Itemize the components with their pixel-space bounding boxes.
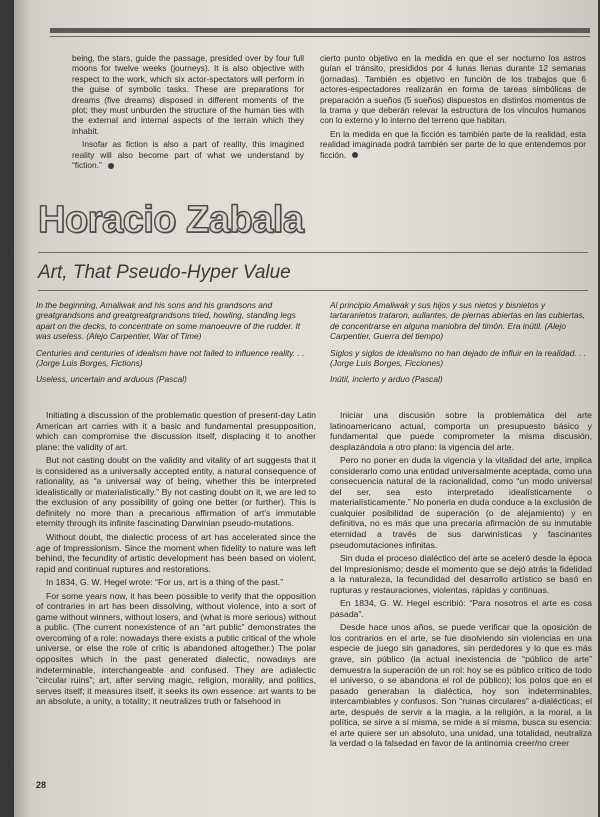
body-paragraph: Without doubt, the dialectic process of art has accelerated since the age of Impressionism. Since the moment when fidelity to nature was left behind, the fecundity of artistic development has been based on violent, rapid and continual ruptures and restorations. (36, 532, 316, 574)
top-left-column (72, 53, 304, 173)
subtitle-divider (38, 290, 588, 291)
epigraph-quote: Useless, uncertain and arduous (Pascal) (36, 374, 187, 385)
title-divider (38, 252, 588, 253)
top-right-paragraph: cierto punto objetivo en la medida en que el ser nocturno los astros guían el tránsito, presididos por 4 lunas llenas durante 12 semanas (jornadas). También es objetivo en función de los trabajos que 6 actores-espectadores realizarán en forma de tareas simbólicas de preparación a sueños (5 sueños) dispuestos en distintos momentos de la trama y que deberán relevar la estructura de los vínculos humanos con lo externo y lo interno del terreno que habitan. (320, 53, 586, 126)
body-paragraph: Pero no poner en duda la vigencia y la vitalidad del arte, implica considerarlo como una entidad universalmente aceptada, como una consecuencia natural de la racionalidad, como “un modo universal del ser, sea esto interpretado idealísticamente o materialísticamente.” No ponerla en duda conduce a la exclusión de cualquier posibilidad de superación (o de alejamiento) y en definitiva, no es más que una precaria afirmación de su inmutable eternidad a través de sus darwinísticas y fascinantes pseudomutaciones infinitas. (330, 455, 592, 550)
body-paragraph: Desde hace unos años, se puede verificar que la oposición de los contrarios en el arte, se fue disolviendo sin violencias en una especie de juego sin ganadores, sin perdedores y lo que es más grave, sin público (la actual inexistencia de “público de arte” demuestra la superación de un rol: hoy se es público crítico de todo el universo, o se abandona el rol de público); los polos que en el pasado generaban la dialéctica, hoy son indeterminables, intercambiables y confusos. Son “ruinas circulares” a-dialécticas; el arte, después de servir a la magia, a la religión, a la moral, a la política, se sirve a sí misma, se mide a sí misma, busca su esencia: el arte quiere ser un absoluto, una unidad, una totalidad, neutraliza la verdad o la falsedad en favor de la antinomia creer/no creer (330, 622, 592, 749)
end-mark-icon (108, 163, 114, 169)
epigraph-quote: Siglos y siglos de idealismo no han dejado de influir en la realidad. . .(Jorge Luis Borges, Ficciones) (330, 347, 587, 369)
top-left-paragraph: being, the stars, guide the passage, presided over by four full moons for twelve weeks (journeys). It is also objective with respect to the work, which six actor-spectators will perform in the guise of symbolic tasks. These are preparations for dreams (five dreams) disposed in different moments of the plot; they must unburden the structure of the human ties with the external and internal aspects of the terrain which they inhabit. (72, 53, 304, 136)
body-paragraph: For some years now, it has been possible to verify that the opposition of contraries in art has been dissolving, without violence, into a sort of game without winners, without losers, and (what is more serious) without a public. (The current nonexistence of an “art public” demonstrates the overcoming of a role: nowadays there exists a public critical of the whole universe, or else the role of critic is abandoned altogether.) The polar opposites which in the past generated dialectic, nowadays are indeterminable, interchangeable and confused. They are adialectic “circular ruins”; art, after serving magic, religion, morality, and politics, serves itself; it measures itself, it seeks its own essence: art wants to be an absolute, a unity, a totality; it neutralizes truth or falsehood in (36, 590, 316, 707)
page-fold-shadow (14, 0, 32, 817)
body-left-column (36, 410, 316, 710)
epigraph-right (330, 300, 588, 391)
top-left-paragraph: Insofar as fiction is also a part of reality, this imagined reality will also become part of what we understand by “fiction.” (72, 139, 304, 171)
epigraph-quote: Inútil, incierto y arduo (Pascal) (330, 374, 443, 385)
top-right-paragraph: En la medida en que la ficción es también parte de la realidad, esta realidad imaginada podrá también ser parte de lo que entendemos por ficción. (320, 128, 586, 160)
body-right-column (330, 410, 592, 752)
page-number: 28 (36, 780, 47, 790)
epigraph-quote: Centuries and centuries of idealism have not failed to influence reality. . .(Jorge Luis Borges, Fictions) (36, 347, 305, 369)
body-paragraph: En 1834, G. W. Hegel escribió: “Para nosotros el arte es cosa pasada”. (330, 598, 592, 619)
newspaper-page (14, 0, 598, 817)
top-right-column (320, 53, 586, 163)
top-rule-thin (50, 36, 590, 37)
epigraph-quote: Al principio Amaliwak y sus hijos y sus nietos y bisnietos y tartaranietos trataron, aullantes, de piernas abiertas en las cubiertas, de concentrarse en alguna maniobra del timón. Era inútil. (Alejo Carpentier, Guerra del tiempo) (330, 300, 586, 342)
body-paragraph: Initiating a discussion of the problematic question of present-day Latin American art carries with it a basic and fundamental presupposition, which can compromise the discussion itself, displacing it to another plane: the validity of art. (36, 410, 316, 452)
body-paragraph: In 1834, G. W. Hegel wrote: “For us, art is a thing of the past.” (46, 577, 284, 588)
epigraph-left (36, 300, 314, 391)
epigraph-quote: In the beginning, Amaliwak and his sons and his grandsons and greatgrandsons and greatgreatgrandsons tried, howling, standing legs apart on the decks, to concentrate on some manoeuvre of the rudder. It was useless. (Alejo Carpentier, War of Time) (36, 300, 301, 342)
body-paragraph: Iniciar una discusión sobre la problemática del arte latinoamericano actual, comporta un presupuesto básico y fundamental que puede comprometer la misma discusión, desplazándola a otro plano: la vigencia del arte. (330, 410, 592, 452)
article-author-title: Horacio Zabala (38, 199, 304, 241)
top-rule (50, 28, 590, 33)
body-paragraph: But not casting doubt on the validity and vitality of art suggests that it is considered as a universally accepted entity, a natural consequence of rationality, as “a universal way of being, whether this be interpreted idealistically or materialistically.” By not casting doubt on it, we are led to the exclusion of any possibility of going one better (or further). This is definitely no more than a precarious affirmation of art’s immutable eternity through its infinite fascinating Darwinian pseudo-mutations. (36, 455, 316, 529)
body-paragraph: Sin duda el proceso dialéctico del arte se aceleró desde la época del Impresionismo; desde el momento que se dejó atrás la fidelidad a la naturaleza, la fecundidad del desarrollo artístico se basó en rupturas y restauraciones, violentas, rápidas y continuas. (330, 553, 592, 595)
end-mark-icon (352, 152, 358, 158)
article-subtitle: Art, That Pseudo-Hyper Value (38, 262, 291, 283)
